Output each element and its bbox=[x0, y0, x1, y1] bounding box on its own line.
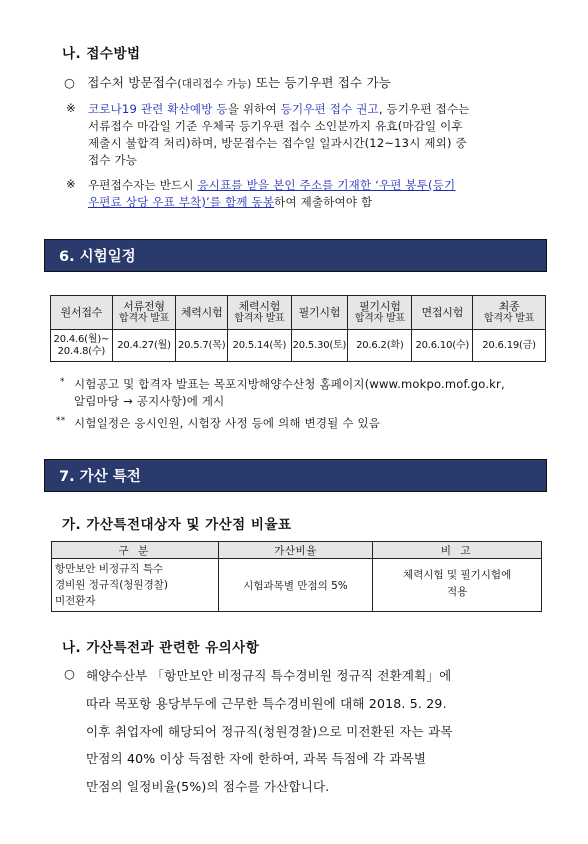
item-text-paren: (대리접수 가능) bbox=[177, 78, 252, 90]
date-physical-result: 20.5.14(목) bbox=[228, 330, 291, 362]
bonus-remark-cell bbox=[373, 559, 542, 612]
footnote2-mark: ** bbox=[56, 416, 66, 426]
item-text-pre: 접수처 방문접수 bbox=[87, 75, 178, 90]
header-final-result bbox=[473, 296, 546, 330]
bonus-rate-table bbox=[51, 541, 542, 612]
footnote1-mark: * bbox=[60, 377, 65, 387]
bonus-header-row bbox=[52, 542, 542, 559]
bonus-category-line1: 항만보안 비정규직 특수 bbox=[55, 563, 164, 575]
cell-line: 체력시험 bbox=[238, 299, 281, 313]
bonus-category-line2: 경비원 정규직(청원경찰) bbox=[55, 579, 168, 591]
date-physical-test: 20.5.7(목) bbox=[176, 330, 228, 362]
bonus-notes-line2: 따라 목포항 용당부두에 근무한 특수경비원에 대해 2018. 5. 29. bbox=[86, 696, 447, 711]
footnote1-line1: 시험공고 및 합격자 발표는 목포지방해양수산청 홈페이지(www.mokpo.mof.go.kr, bbox=[74, 377, 505, 391]
note1-line2: 서류접수 마감일 기준 우체국 등기우편 접수 소인분까지 유효(마감일 이후 bbox=[88, 119, 463, 133]
note2-envelope-text: 응시표를 받을 본인 주소를 기재한 ‘우편 봉투(등기 bbox=[197, 178, 456, 192]
section-title-bonus: 7. 가산 특전 bbox=[59, 469, 141, 485]
exam-schedule-table bbox=[50, 295, 546, 362]
bonus-notes-line4: 만점의 40% 이상 득점한 자에 한하여, 과목 득점에 각 과목별 bbox=[86, 751, 427, 766]
date-final-result: 20.6.19(금) bbox=[473, 330, 546, 362]
cell-line: 20.4.6(월)~ bbox=[53, 333, 110, 345]
bonus-remark-line1: 체력시험 및 필기시험에 bbox=[403, 569, 512, 581]
bullet-circle: ○ bbox=[64, 75, 76, 90]
bonus-remark-line2: 적용 bbox=[447, 586, 468, 598]
bonus-notes-bullet: ○ bbox=[64, 666, 76, 681]
application-method-item bbox=[64, 73, 391, 91]
note2-line2 bbox=[88, 194, 372, 210]
bonus-notes-line3: 이후 취업자에 해당되어 정규직(청원경찰)으로 미전환된 자는 과목 bbox=[86, 724, 453, 739]
section-banner-exam-schedule bbox=[44, 239, 547, 272]
cell-line: 필기시험 bbox=[359, 299, 401, 313]
header-interview: 면접시험 bbox=[412, 296, 473, 330]
bonus-notes-line1: 해양수산부 「항만보안 비정규직 특수경비원 정규직 전환계획」에 bbox=[86, 668, 452, 683]
header-application: 원서접수 bbox=[51, 296, 113, 330]
note2-mark: ※ bbox=[66, 177, 76, 191]
date-document-result: 20.4.27(월) bbox=[112, 330, 175, 362]
cell-line: 서류전형 bbox=[123, 299, 165, 313]
note1-covid-text: 코로나19 관련 확산예방 등 bbox=[88, 102, 228, 116]
date-written-result: 20.6.2(화) bbox=[348, 330, 412, 362]
note1-line3: 제출시 불합격 처리)하며, 방문접수는 접수일 일과시간(12~13시 제외) 중 bbox=[88, 136, 467, 150]
header-written-test: 필기시험 bbox=[291, 296, 348, 330]
section-title-exam-schedule: 6. 시험일정 bbox=[59, 249, 136, 265]
cell-line: 합격자 발표 bbox=[483, 312, 535, 324]
header-physical-result bbox=[228, 296, 291, 330]
bonus-category-line3: 미전환자 bbox=[55, 595, 96, 607]
bonus-rate-cell: 시험과목별 만점의 5% bbox=[218, 559, 373, 612]
note2-text: 우편접수자는 반드시 bbox=[88, 178, 198, 192]
header-physical-test: 체력시험 bbox=[176, 296, 228, 330]
item-text-post: 또는 등기우편 접수 가능 bbox=[251, 75, 392, 90]
section-banner-bonus bbox=[44, 459, 547, 492]
header-document-result bbox=[112, 296, 175, 330]
cell-line: 합격자 발표 bbox=[354, 312, 405, 324]
cell-line: 20.4.8(수) bbox=[57, 345, 106, 357]
note1-registered-mail-text: 등기우편 접수 권고 bbox=[280, 102, 379, 116]
cell-line: 합격자 발표 bbox=[234, 312, 285, 324]
date-written-test: 20.5.30(토) bbox=[291, 330, 348, 362]
date-interview: 20.6.10(수) bbox=[412, 330, 473, 362]
note1-text-end: , 등기우편 접수는 bbox=[378, 102, 470, 116]
note2-enclose-text: 우편료 상당 우표 부착)’를 함께 동봉 bbox=[88, 195, 275, 209]
footnote1-line2: 알림마당 → 공지사항)에 게시 bbox=[74, 394, 225, 408]
section-title-application-method: 나. 접수방법 bbox=[62, 46, 141, 62]
footnote2-text: 시험일정은 응시인원, 시험장 사정 등에 의해 변경될 수 있음 bbox=[74, 416, 381, 430]
cell-line: 최종 bbox=[498, 299, 520, 313]
schedule-date-row bbox=[51, 330, 546, 362]
note2-line1 bbox=[88, 177, 455, 193]
bonus-header-category: 구 분 bbox=[52, 542, 219, 559]
bonus-category-cell bbox=[52, 559, 219, 612]
cell-line: 합격자 발표 bbox=[118, 312, 170, 324]
note1-text: 을 위하여 bbox=[227, 102, 281, 116]
note2-text-end: 하여 제출하여야 함 bbox=[274, 195, 373, 209]
subsection-title-bonus-rate: 가. 가산특전대상자 및 가산점 비율표 bbox=[62, 517, 292, 533]
schedule-header-row bbox=[51, 296, 546, 330]
bonus-notes-line5: 만점의 일정비율(5%)의 점수를 가산합니다. bbox=[86, 779, 330, 794]
bonus-data-row bbox=[52, 559, 542, 612]
note1-mark: ※ bbox=[66, 101, 76, 115]
subsection-title-bonus-notes: 나. 가산특전과 관련한 유의사항 bbox=[62, 640, 260, 656]
note1-line4: 접수 가능 bbox=[88, 153, 138, 167]
bonus-header-rate: 가산비율 bbox=[218, 542, 373, 559]
bonus-header-remark: 비 고 bbox=[373, 542, 542, 559]
header-written-result bbox=[348, 296, 412, 330]
note1-line1 bbox=[88, 101, 470, 117]
date-application bbox=[51, 330, 113, 362]
